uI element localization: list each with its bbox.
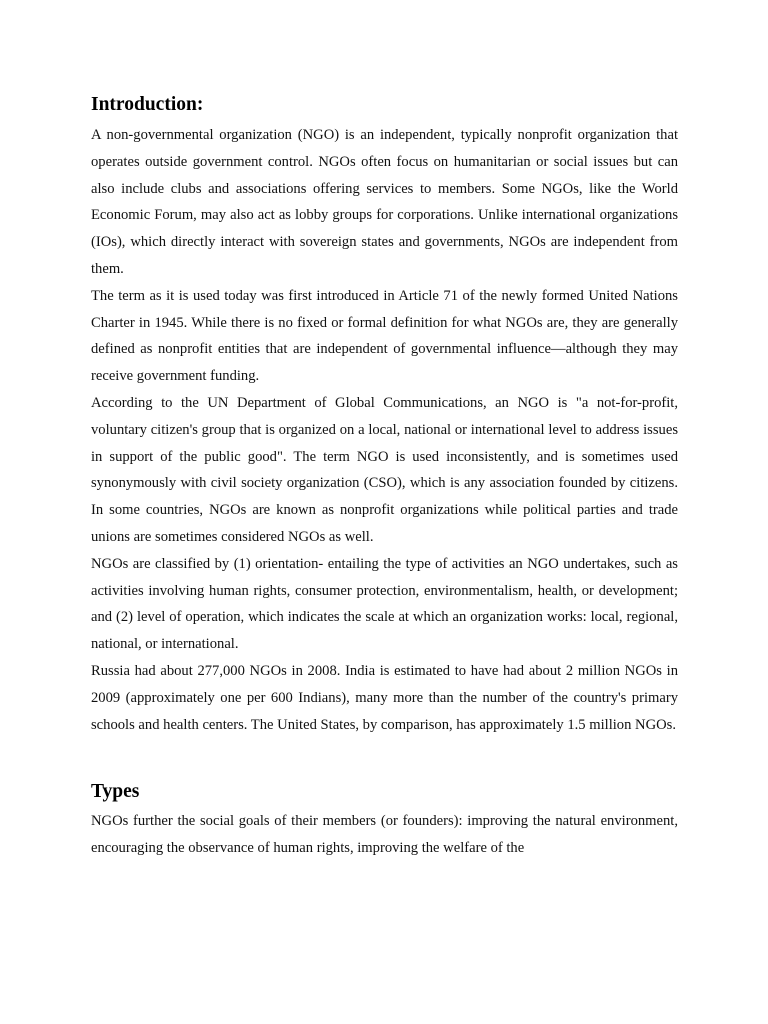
types-text-clip bbox=[91, 808, 678, 862]
intro-paragraph-un-charter: The term as it is used today was first introduced in Article 71 of the newly formed United Nations Charter in 1945. While there is no fixed or formal definition for what NGOs are, they are generally defined as nonprofit entities that are independent of governmental influence—although they may receive government funding. bbox=[91, 287, 678, 385]
intro-paragraph-un-definition: According to the UN Department of Global Communications, an NGO is "a not-for-profit, voluntary citizen's group that is organized on a local, national or international level to address issues in support of the public good". The term NGO is used inconsistently, and is sometimes used synonymously with civil society organization (CSO), which is any association founded by citizens. In some countries, NGOs are known as nonprofit organizations while political parties and trade unions are sometimes considered NGOs as well. bbox=[91, 394, 678, 545]
types-heading: Types bbox=[91, 781, 140, 803]
intro-paragraph-definition: A non-governmental organization (NGO) is an independent, typically nonprofit organization that operates outside government control. NGOs often focus on humanitarian or social issues but can also include clubs and associations offering services to members. Some NGOs, like the World Economic Forum, may also act as lobby groups for corporations. Unlike international organizations (IOs), which directly interact with sovereign states and governments, NGOs are independent from them. bbox=[91, 127, 678, 277]
intro-paragraph-classification: NGOs are classified by (1) orientation- entailing the type of activities an NGO undertakes, such as activities involving human rights, consumer protection, environmentalism, health, or development; and (2) level of operation, which indicates the scale at which an organization works: local, regional, national, or international. bbox=[91, 555, 678, 653]
types-paragraph: NGOs further the social goals of their members (or founders): improving the natural environment, encouraging the observance of human rights, improving the welfare of the bbox=[91, 813, 678, 857]
intro-paragraph-statistics: Russia had about 277,000 NGOs in 2008. India is estimated to have had about 2 million NGOs in 2009 (approximately one per 600 Indians), many more than the number of the country's primary schools and health centers. The United States, by comparison, has approximately 1.5 million NGOs. bbox=[91, 662, 678, 733]
document-body bbox=[91, 92, 678, 862]
introduction-heading: Introduction: bbox=[91, 94, 204, 115]
